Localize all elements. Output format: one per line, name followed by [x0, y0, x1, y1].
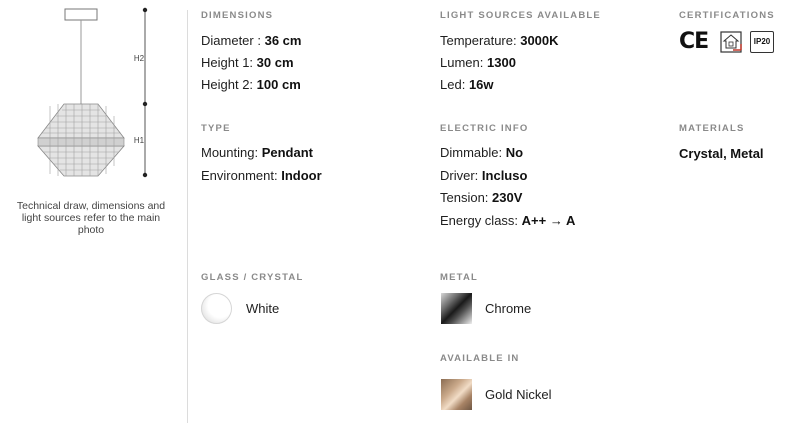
- dimension-height-1: [201, 55, 294, 70]
- type-value: Indoor: [281, 168, 322, 183]
- gold-nickel-finish-swatch: [441, 379, 472, 410]
- light-key: Lumen:: [440, 55, 484, 70]
- electric-key: Energy class:: [440, 213, 519, 228]
- light-value: 3000K: [520, 33, 559, 48]
- dimension-diameter: [201, 33, 301, 48]
- electric-tension: [440, 190, 522, 205]
- light-lumen: [440, 55, 516, 70]
- materials-heading: MATERIALS: [679, 123, 745, 134]
- electric-driver: [440, 168, 527, 183]
- electric-energy-class: [440, 213, 575, 228]
- dimensions-heading: DIMENSIONS: [201, 10, 274, 21]
- ip20-icon: IP20: [750, 31, 774, 53]
- electric-value: 230V: [492, 190, 523, 205]
- metal-finish-label: Chrome: [485, 301, 532, 316]
- electric-info-heading: ELECTRIC INFO: [440, 123, 529, 134]
- class-ii-double-insulation-icon: [719, 30, 743, 54]
- electric-value: A++ → A: [521, 213, 576, 228]
- white-finish-swatch: [201, 293, 232, 324]
- dimension-height-2: [201, 77, 301, 92]
- electric-dimmable: [440, 145, 523, 160]
- light-sources-heading: LIGHT SOURCES AVAILABLE: [440, 10, 601, 21]
- dimension-value: 36 cm: [264, 33, 302, 48]
- electric-key: Tension:: [440, 190, 489, 205]
- type-heading: TYPE: [201, 123, 231, 134]
- dimension-key: Height 2:: [201, 77, 254, 92]
- light-value: 16w: [468, 77, 494, 92]
- type-key: Mounting:: [201, 145, 259, 160]
- certifications-heading: CERTIFICATIONS: [679, 10, 775, 21]
- chrome-finish-swatch: [441, 293, 472, 324]
- technical-drawing: [0, 0, 180, 190]
- light-value: 1300: [487, 55, 516, 70]
- light-key: Led:: [440, 77, 466, 92]
- type-key: Environment:: [201, 168, 278, 183]
- materials-value: Crystal, Metal: [679, 146, 764, 161]
- type-value: Pendant: [261, 145, 314, 160]
- dimension-key: Diameter :: [201, 33, 261, 48]
- h1-label: H1: [133, 136, 145, 145]
- electric-value: Incluso: [481, 168, 528, 183]
- light-key: Temperature:: [440, 33, 517, 48]
- ce-mark-icon: CE: [679, 29, 709, 54]
- h2-label: H2: [133, 54, 145, 63]
- drawing-caption: Technical draw, dimensions and light sources refer to the main photo: [16, 200, 166, 236]
- light-led: [440, 77, 494, 92]
- available-finish-label: Gold Nickel: [485, 387, 552, 402]
- electric-key: Dimmable:: [440, 145, 503, 160]
- vertical-divider: [187, 10, 188, 423]
- glass-crystal-heading: GLASS / CRYSTAL: [201, 272, 304, 283]
- dimension-value: 100 cm: [256, 77, 301, 92]
- glass-finish-label: White: [246, 301, 280, 316]
- light-temperature: [440, 33, 559, 48]
- electric-key: Driver:: [440, 168, 479, 183]
- type-mounting: [201, 145, 313, 160]
- dimension-key: Height 1:: [201, 55, 254, 70]
- metal-heading: METAL: [440, 272, 479, 283]
- available-in-heading: AVAILABLE IN: [440, 353, 520, 364]
- pendant-lamp-drawing: [0, 0, 180, 190]
- type-environment: [201, 168, 322, 183]
- electric-value: No: [505, 145, 524, 160]
- dimension-value: 30 cm: [256, 55, 294, 70]
